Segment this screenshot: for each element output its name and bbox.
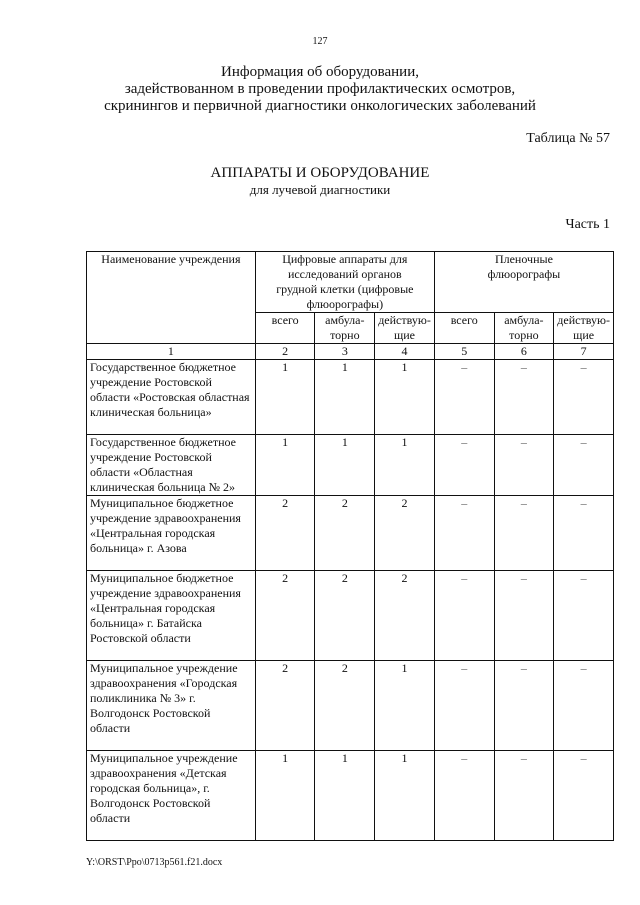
column-number: 1 — [87, 344, 256, 360]
subheader-digital-outpatient: амбула-торно — [315, 313, 375, 344]
digital-total-value: 1 — [255, 435, 315, 496]
page-number: 127 — [312, 36, 328, 47]
subheader-film-outpatient: амбула-торно — [494, 313, 554, 344]
digital-operating-value: 1 — [375, 360, 435, 435]
institution-name: Муниципальное бюджетное учреждение здравоохранения «Центральная городская больница» г. Батайска Ростовской области — [87, 571, 256, 661]
film-outpatient-value: – — [494, 360, 554, 435]
film-operating-value: – — [554, 360, 614, 435]
header-institution-name: Наименование учреждения — [87, 252, 256, 344]
column-number: 6 — [494, 344, 554, 360]
table-number: Таблица № 57 — [526, 131, 610, 146]
digital-outpatient-value: 1 — [315, 435, 375, 496]
column-number-row — [87, 344, 614, 360]
film-total-value: – — [434, 435, 494, 496]
table-row — [87, 571, 614, 661]
film-outpatient-value: – — [494, 496, 554, 571]
institution-name: Государственное бюджетное учреждение Ростовской области «Ростовская областная клиническая больница» — [87, 360, 256, 435]
section-title-main: АППАРАТЫ И ОБОРУДОВАНИЕ — [210, 165, 430, 181]
digital-operating-value: 2 — [375, 496, 435, 571]
part-label: Часть 1 — [565, 217, 610, 232]
subheader-digital-total: всего — [255, 313, 315, 344]
digital-outpatient-value: 2 — [315, 496, 375, 571]
digital-operating-value: 2 — [375, 571, 435, 661]
section-title — [0, 165, 640, 198]
institution-name: Государственное бюджетное учреждение Ростовской области «Областная клиническая больница № 2» — [87, 435, 256, 496]
institution-name: Муниципальное учреждение здравоохранения «Городская поликлиника № 3» г. Волгодонск Ростовской области — [87, 661, 256, 751]
subheader-film-total: всего — [434, 313, 494, 344]
institution-name: Муниципальное бюджетное учреждение здравоохранения «Центральная городская больница» г. Азова — [87, 496, 256, 571]
column-number: 2 — [255, 344, 315, 360]
table-row — [87, 435, 614, 496]
table-row — [87, 496, 614, 571]
table-row — [87, 751, 614, 841]
subheader-film-operating: действую-щие — [554, 313, 614, 344]
column-number: 5 — [434, 344, 494, 360]
digital-outpatient-value: 2 — [315, 571, 375, 661]
digital-operating-value: 1 — [375, 435, 435, 496]
heading-line-3: скринингов и первичной диагностики онкологических заболеваний — [104, 98, 536, 114]
document-heading — [0, 64, 640, 115]
heading-line-2: задействованном в проведении профилактических осмотров, — [124, 81, 516, 97]
film-outpatient-value: – — [494, 435, 554, 496]
digital-total-value: 2 — [255, 571, 315, 661]
institution-name: Муниципальное учреждение здравоохранения «Детская городская больница», г. Волгодонск Ростовской области — [87, 751, 256, 841]
equipment-table — [86, 251, 614, 841]
film-operating-value: – — [554, 661, 614, 751]
digital-outpatient-value: 1 — [315, 751, 375, 841]
film-operating-value: – — [554, 751, 614, 841]
heading-line-1: Информация об оборудовании, — [221, 64, 419, 80]
header-film-group: Пленочные флюорографы — [434, 252, 613, 313]
film-total-value: – — [434, 496, 494, 571]
column-number: 4 — [375, 344, 435, 360]
film-outpatient-value: – — [494, 751, 554, 841]
film-outpatient-value: – — [494, 571, 554, 661]
film-total-value: – — [434, 751, 494, 841]
column-number: 3 — [315, 344, 375, 360]
film-operating-value: – — [554, 571, 614, 661]
digital-total-value: 2 — [255, 496, 315, 571]
digital-operating-value: 1 — [375, 751, 435, 841]
digital-outpatient-value: 1 — [315, 360, 375, 435]
film-total-value: – — [434, 661, 494, 751]
film-operating-value: – — [554, 435, 614, 496]
digital-total-value: 1 — [255, 360, 315, 435]
file-path-footer: Y:\ORST\Ppo\0713p561.f21.docx — [86, 857, 223, 868]
header-digital-group: Цифровые аппараты для исследований органов грудной клетки (цифровые флюорографы) — [255, 252, 434, 313]
digital-total-value: 2 — [255, 661, 315, 751]
subheader-digital-operating: действую-щие — [375, 313, 435, 344]
digital-outpatient-value: 2 — [315, 661, 375, 751]
table-row — [87, 360, 614, 435]
film-outpatient-value: – — [494, 661, 554, 751]
digital-operating-value: 1 — [375, 661, 435, 751]
table-row — [87, 661, 614, 751]
film-total-value: – — [434, 360, 494, 435]
section-subtitle: для лучевой диагностики — [249, 182, 391, 197]
digital-total-value: 1 — [255, 751, 315, 841]
column-number: 7 — [554, 344, 614, 360]
film-operating-value: – — [554, 496, 614, 571]
film-total-value: – — [434, 571, 494, 661]
